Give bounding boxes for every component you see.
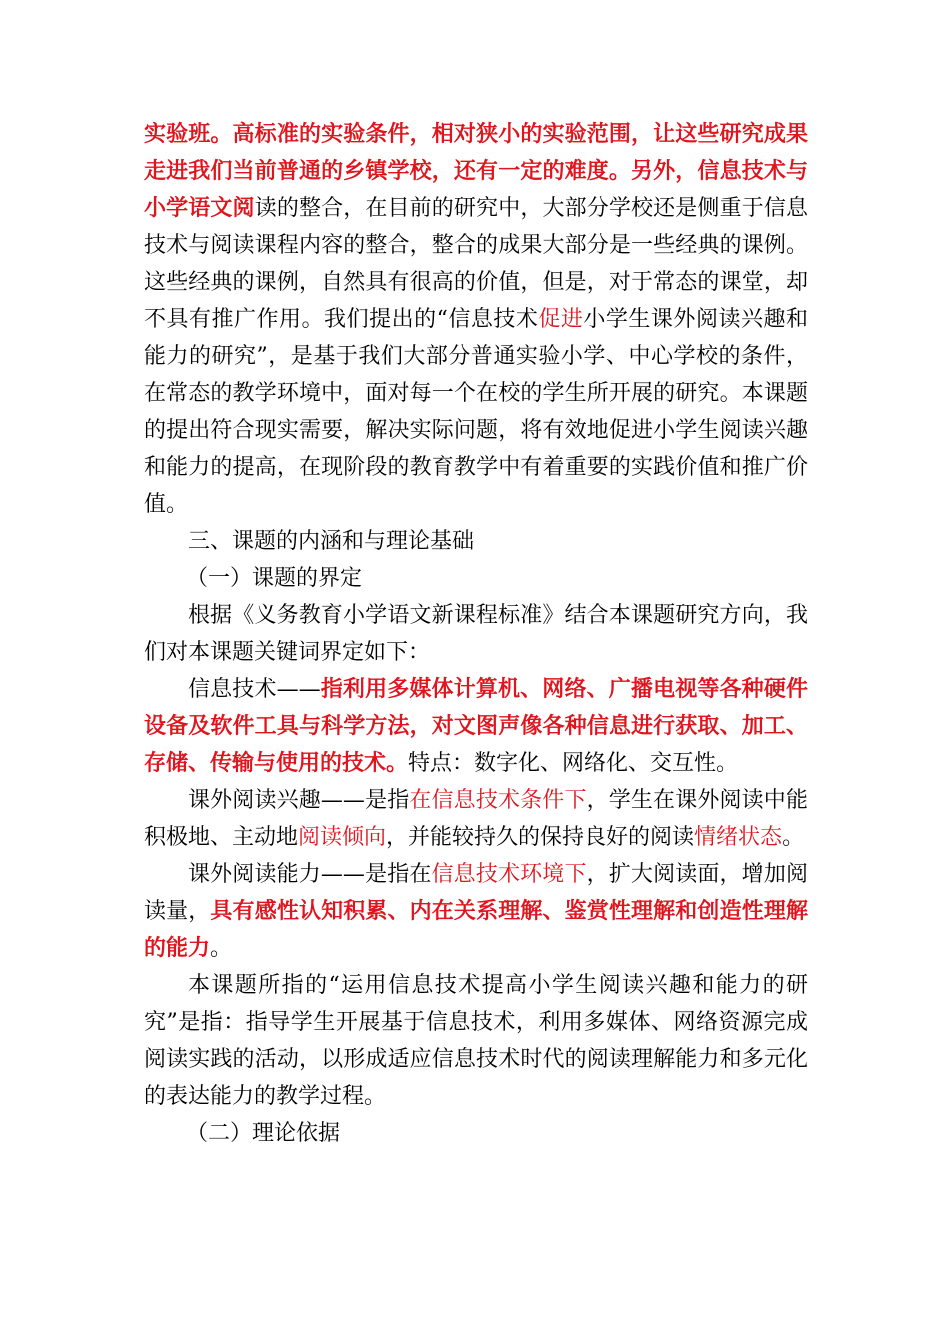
term-label: 课外阅读能力——是指在 bbox=[188, 862, 432, 887]
subsection-heading-theory: （二）理论依据 bbox=[186, 1121, 341, 1146]
body-text: 小学生课外阅读兴趣和能力的研究”，是基于我们大部分普通实验小学、中心学校的条件，在常态的教学环境中，面对每一个在校的学生所开展的研究。本课题的提出符合现实需要，解决实际问题，将有效地促进小学生阅读兴趣和能力的提高，在现阶段的教育教学中有着重要的实践价值和推广价值。 bbox=[144, 307, 808, 517]
body-text: 读的整合，在目前的研究中，大部分学校还是侧重于信息技术与阅读课程内容的整合，整合的成果大部分是一些经典的课例。这些经典的课例，自然具有很高的价值，但是，对于常态的课堂，却不具有推广作用。我们提出的“信息技术 bbox=[144, 196, 808, 332]
body-text: ，并能较持久的保持良好的阅读 bbox=[386, 825, 695, 850]
paragraph-term-info-tech bbox=[144, 671, 808, 782]
body-text: ，学生在课外阅读中能积极地、主动地 bbox=[144, 788, 808, 850]
body-text: 特点：数字化、网络化、交互性。 bbox=[408, 751, 739, 776]
paragraph-term-reading-interest bbox=[144, 782, 808, 856]
highlighted-text: 实验班。高标准的实验条件，相对狭小的实验范围，让这些研究成果走进我们当前普通的乡镇学校，还有一定的难度。另外，信息技术与小学语文阅 bbox=[144, 121, 808, 221]
term-label: 信息技术—— bbox=[188, 677, 321, 702]
highlighted-text: 阅读倾向 bbox=[298, 825, 387, 850]
paragraph-term-reading-ability bbox=[144, 856, 808, 967]
highlighted-text: 指利用多媒体计算机、网络、广播电视等各种硬件设备及软件工具与科学方法，对文图声像各种信息进行获取、加工、存储、传输与使用的技术。 bbox=[144, 676, 808, 776]
body-text: ，扩大阅读面，增加阅读量， bbox=[144, 862, 808, 924]
highlighted-text: 情绪状态 bbox=[694, 825, 783, 850]
section-heading: 三、课题的内涵和与理论基础 bbox=[188, 529, 475, 554]
document-page bbox=[144, 116, 808, 1152]
body-text: 。 bbox=[210, 936, 233, 961]
highlighted-text: 信息技术环境下 bbox=[431, 862, 587, 887]
body-text: 。 bbox=[782, 825, 805, 850]
paragraph-definition-intro: 根据《义务教育小学语文新课程标准》结合本课题研究方向，我们对本课题关键词界定如下： bbox=[144, 603, 808, 665]
highlighted-text: 具有感性认知积累、内在关系理解、鉴赏性理解和创造性理解的能力 bbox=[144, 898, 808, 961]
highlighted-text: 在信息技术条件下 bbox=[409, 788, 587, 813]
highlighted-text: 促进 bbox=[538, 307, 584, 332]
paragraph-research-background bbox=[144, 116, 808, 523]
paragraph-summary: 本课题所指的“运用信息技术提高小学生阅读兴趣和能力的研究”是指：指导学生开展基于信息技术，利用多媒体、网络资源完成阅读实践的活动，以形成适应信息技术时代的阅读理解能力和多元化的表达能力的教学过程。 bbox=[144, 973, 808, 1109]
term-label: 课外阅读兴趣——是指 bbox=[188, 788, 410, 813]
subsection-heading-definition: （一）课题的界定 bbox=[186, 566, 363, 591]
